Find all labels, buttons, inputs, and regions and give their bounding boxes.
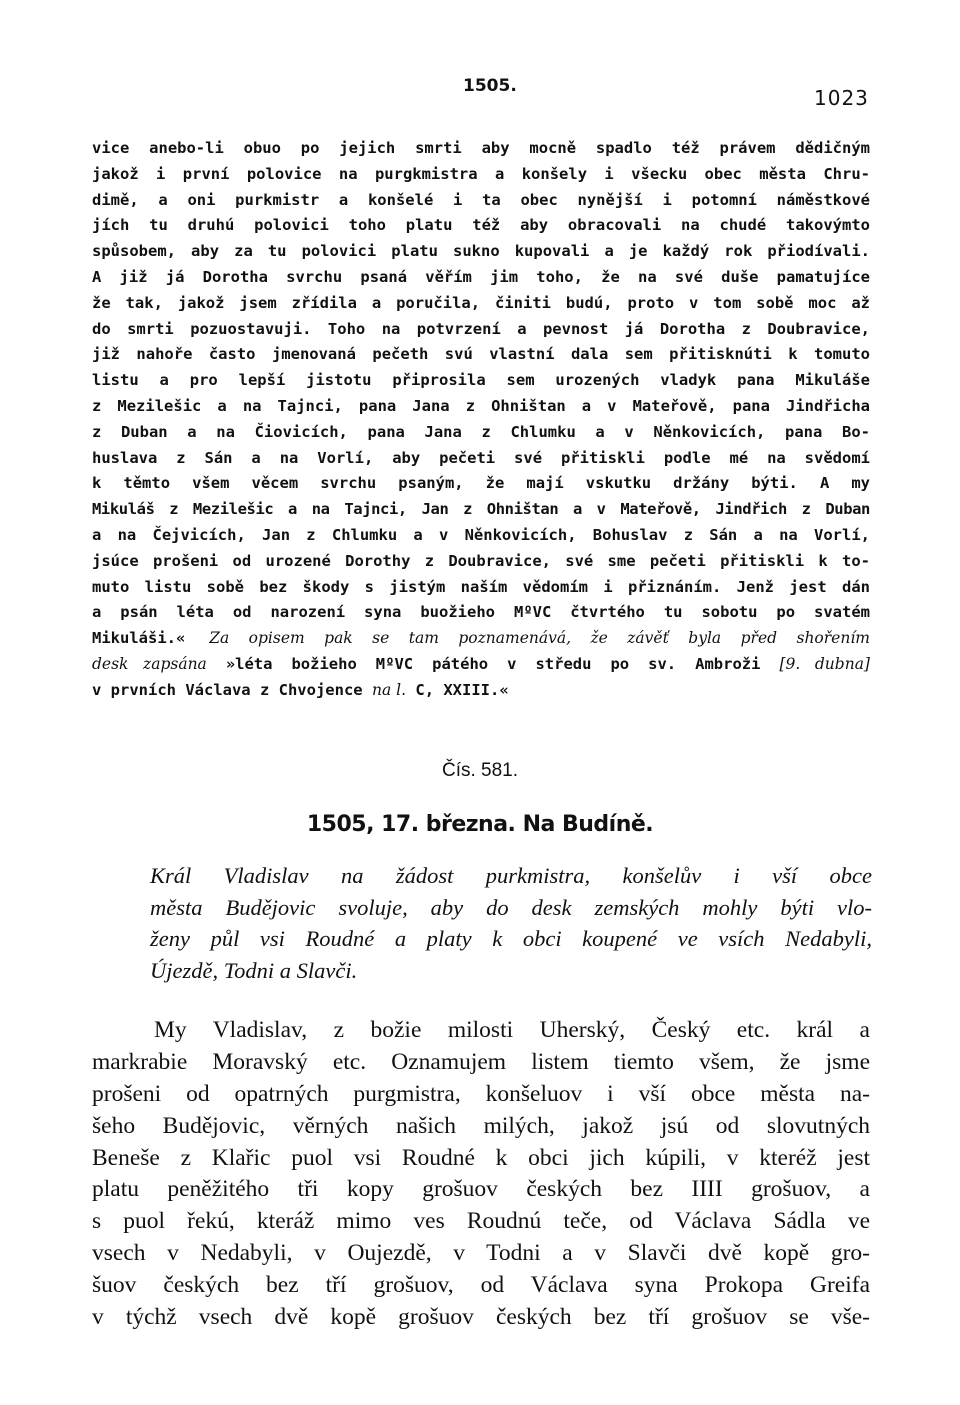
text-line: huslava z Sán a na Vorlí, aby pečeti své přitiskli podle mé na svědomí [92, 448, 870, 467]
text-line: A již já Dorotha svrchu psaná věřím jim toho, že na své duše pamatujíce [92, 267, 870, 286]
regest-line: Král Vladislav na žádost purkmistra, konšelův i vší obce [150, 863, 872, 888]
text-line [92, 678, 870, 704]
body-line: v týchž vsech dvě kopě grošuov českých bez tří grošuov se vše- [92, 1304, 870, 1331]
page-number: 1023 [814, 86, 869, 110]
body-line: vsech v Nedabyli, v Oujezdě, v Todni a v Slavči dvě kopě gro- [92, 1240, 870, 1267]
body-line: Beneše z Klařic puol vsi Roudné k obci jich kúpili, v kteréž jest [92, 1144, 870, 1171]
regest-summary [150, 860, 872, 986]
editorial-note: Za opisem pak se tam poznamenává, že závěť byla před shořením [209, 629, 870, 648]
regest-line: Újezdě, Todni a Slavči. [150, 957, 358, 983]
text-line: a psán léta od narození syna buožieho MºVC čtvrtého tu sobotu po svatém [92, 603, 870, 622]
text-line: muto listu sobě bez škody s jistým naším vědomím i přiznáním. Jenž jest dán [92, 577, 870, 596]
text-line: z Mezilešic a na Tajnci, pana Jana z Ohništan a v Mateřově, pana Jindřicha [92, 396, 870, 415]
text-line: již nahoře často jmenovaná pečeth svú vlastní dala sem přitisknúti k tomuto [92, 345, 870, 364]
header-year: 1505. [463, 76, 517, 96]
body-line: platu peněžitého tři kopy grošuov českých bez IIII grošuov, a [92, 1176, 870, 1203]
text-line [92, 652, 870, 678]
text-line: jakož i první polovice na purgkmistra a konšely i všecku obec města Chru- [92, 164, 870, 183]
text-line: dimě, a oni purkmistr a konšelé i ta obec nynější i potomní náměstkové [92, 190, 870, 209]
regest-line: ženy půl vsi Roudné a platy k obci koupené ve vsích Nedabyli, [150, 926, 872, 952]
text-line: Mikuláš z Mezilešic a na Tajnci, Jan z Ohništan a v Mateřově, Jindřich z Duban [92, 500, 870, 519]
text-line: jích tu druhú polovici toho platu též aby obracovali na chudé takovýmto [92, 216, 870, 235]
body-line: s puol řekú, kteráž mimo ves Roudnú teče, od Václava Sádla ve [92, 1208, 870, 1235]
running-head [0, 76, 960, 110]
text-fragment: »léta božieho MºVC pátého v středu po sv. Ambroži [225, 654, 761, 673]
editorial-note: na l. [371, 680, 407, 699]
body-line: šeho Budějovic, věrných našich milých, jakož jsú od slovutných [92, 1112, 870, 1139]
body-line: markrabie Moravský etc. Oznamujem listem tiemto všem, že jsme [92, 1048, 870, 1075]
regest-line: města Budějovic svoluje, aby do desk zemských mohly býti vlo- [150, 894, 872, 920]
text-line: listu a pro lepší jistotu připrosila sem urozených vladyk pana Mikuláše [92, 371, 870, 390]
document-date-heading: 1505, 17. března. Na Budíně. [306, 812, 654, 837]
text-line: jsúce prošeni od urozené Dorothy z Doubravice, své sme pečeti přitiskli k to- [92, 551, 870, 570]
previous-document-text [92, 136, 870, 704]
text-fragment: C, XXIII.« [415, 680, 509, 699]
document-number: Čís. 581. [441, 760, 519, 781]
editorial-note: desk zapsána [92, 654, 207, 673]
text-fragment: Mikuláši.« [92, 629, 186, 648]
text-line: vice anebo-li obuo po jejich smrti aby mocně spadlo též právem dědičným [92, 139, 870, 157]
text-line [92, 626, 870, 652]
text-line: že tak, jakož jsem zřídila a poručila, činiti budú, proto v tom sobě moc až [92, 293, 870, 312]
text-line: z Duban a na Čiovicích, pana Jana z Chlumku a v Něnkovicích, pana Bo- [92, 422, 870, 441]
body-line: My Vladislav, z božie milosti Uherský, Český etc. král a [154, 1017, 870, 1043]
body-line: prošeni od opatrných purgmistra, konšeluov i vší obce města na- [92, 1080, 870, 1107]
document-body-text [92, 1015, 870, 1334]
text-line: do smrti pozuostavuji. Toho na potvrzení a pevnost já Dorotha z Doubravice, [92, 319, 870, 338]
text-line: k těmto všem věcem svrchu psaným, že mají vskutku držány býti. A my [92, 474, 870, 493]
editorial-date: [9. dubna] [779, 654, 870, 673]
body-line: šuov českých bez tří grošuov, od Václava syna Prokopa Greifa [92, 1272, 870, 1299]
text-line: a na Čejvicích, Jan z Chlumku a v Něnkovicích, Bohuslav z Sán a na Vorlí, [92, 525, 870, 544]
text-fragment: v prvních Václava z Chvojence [92, 680, 363, 699]
text-line: spůsobem, aby za tu polovici platu sukno kupovali a je každý rok přiodívali. [92, 242, 870, 261]
